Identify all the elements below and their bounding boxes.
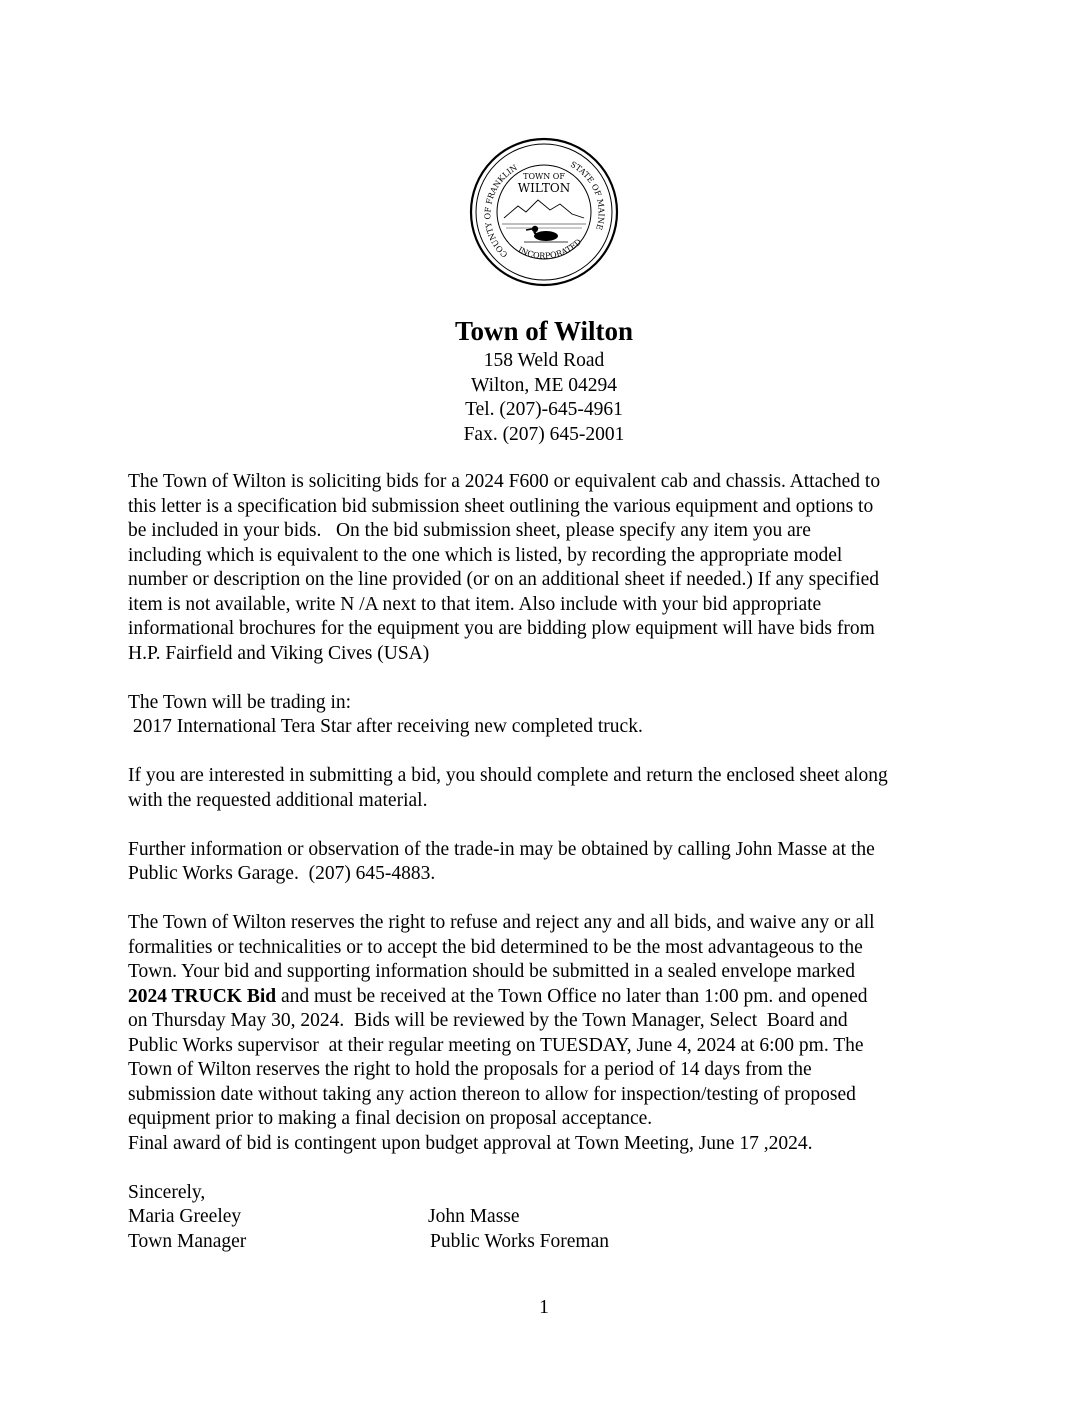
telephone: Tel. (207)-645-4961 [465, 399, 623, 420]
town-seal [468, 136, 620, 288]
text-line: this letter is a specification bid submission sheet outlining the various equipment and options to [128, 495, 874, 517]
text-line: If you are interested in submitting a bid, you should complete and return the enclosed sheet along [128, 765, 888, 786]
seal-town-of-text: TOWN OF [523, 172, 565, 181]
seal-loon-icon [524, 226, 568, 242]
text-line: Public Works Garage. (207) 645-4883. [128, 863, 436, 884]
text-line: with the requested additional material. [128, 789, 428, 811]
svg-text:STATE OF MAINE [569, 160, 606, 231]
closing [128, 1181, 968, 1255]
text-line: Public Works supervisor at their regular meeting on TUESDAY, June 4, 2024 at 6:00 pm. The [128, 1034, 864, 1056]
text-line: be included in your bids. On the bid submission sheet, please specify any item you are [128, 520, 811, 541]
signature-titles-row [128, 1230, 968, 1255]
text-line: number or description on the line provided (or on an additional sheet if needed.) If any specified [128, 569, 880, 590]
town-seal-graphic [468, 136, 620, 288]
fax: Fax. (207) 645-2001 [463, 423, 625, 445]
text-line: submission date without taking any action thereon to allow for inspection/testing of proposed [128, 1083, 856, 1105]
text-line: equipment prior to making a final decision on proposal acceptance. [128, 1108, 653, 1129]
seal-wilton-text: WILTON [517, 181, 571, 195]
text-line: on Thursday May 30, 2024. Bids will be reviewed by the Town Manager, Select Board and [128, 1010, 848, 1031]
town-name: Town of Wilton [454, 316, 634, 346]
paragraph-trade-in [128, 691, 968, 740]
seal-left-arc-text: COUNTY OF FRANKLIN [483, 162, 519, 260]
paragraph-terms [128, 911, 968, 1156]
signer1-title: Town Manager [128, 1230, 247, 1252]
text-line: Final award of bid is contingent upon budget approval at Town Meeting, June 17 ,2024. [128, 1132, 813, 1154]
paragraph-submission [128, 764, 968, 813]
text-line: item is not available, write N /A next to that item. Also include with your bid appropriate [128, 593, 822, 615]
text-line: The Town of Wilton reserves the right to refuse and reject any and all bids, and waive any or all [128, 912, 875, 933]
seal-bottom-arc-text: INCORPORATED [516, 237, 584, 261]
paragraph-solicitation [128, 470, 968, 666]
letter-body [128, 470, 968, 1254]
text-line: H.P. Fairfield and Viking Cives (USA) [128, 642, 430, 664]
page-number: 1 [539, 1297, 549, 1318]
text-line: Further information or observation of the trade-in may be obtained by calling John Masse at the [128, 838, 875, 860]
text-line: informational brochures for the equipment you are bidding plow equipment will have bids from [128, 618, 875, 639]
salutation: Sincerely, [128, 1181, 206, 1203]
address-city: Wilton, ME 04294 [470, 374, 617, 396]
bid-label: 2024 TRUCK Bid [128, 985, 277, 1007]
text-line: The Town of Wilton is soliciting bids for a 2024 F600 or equivalent cab and chassis. Attached to [128, 471, 881, 492]
paragraph-contact [128, 838, 968, 887]
address-street: 158 Weld Road [483, 350, 605, 371]
signature-names-row [128, 1205, 968, 1230]
text-fragment: and must be received at the Town Office no later than 1:00 pm. and opened [276, 985, 868, 1007]
text-line: 2017 International Tera Star after receiving new completed truck. [128, 716, 643, 737]
text-line: formalities or technicalities or to accept the bid determined to be the most advantageous to the [128, 936, 863, 958]
text-line [128, 985, 968, 1010]
text-line: Town. Your bid and supporting information should be submitted in a sealed envelope marked [128, 961, 856, 982]
signer1-name: Maria Greeley [128, 1206, 242, 1227]
signer2-title: Public Works Foreman [430, 1230, 609, 1252]
text-line: Town of Wilton reserves the right to hold the proposals for a period of 14 days from the [128, 1059, 812, 1080]
text-line: including which is equivalent to the one which is listed, by recording the appropriate model [128, 544, 843, 566]
letterhead [0, 313, 1088, 447]
seal-right-arc-text: STATE OF MAINE [568, 159, 606, 231]
signer2-name: John Masse [428, 1206, 520, 1227]
svg-text:COUNTY OF FRANKLIN [483, 163, 519, 259]
text-line: The Town will be trading in: [128, 691, 352, 713]
